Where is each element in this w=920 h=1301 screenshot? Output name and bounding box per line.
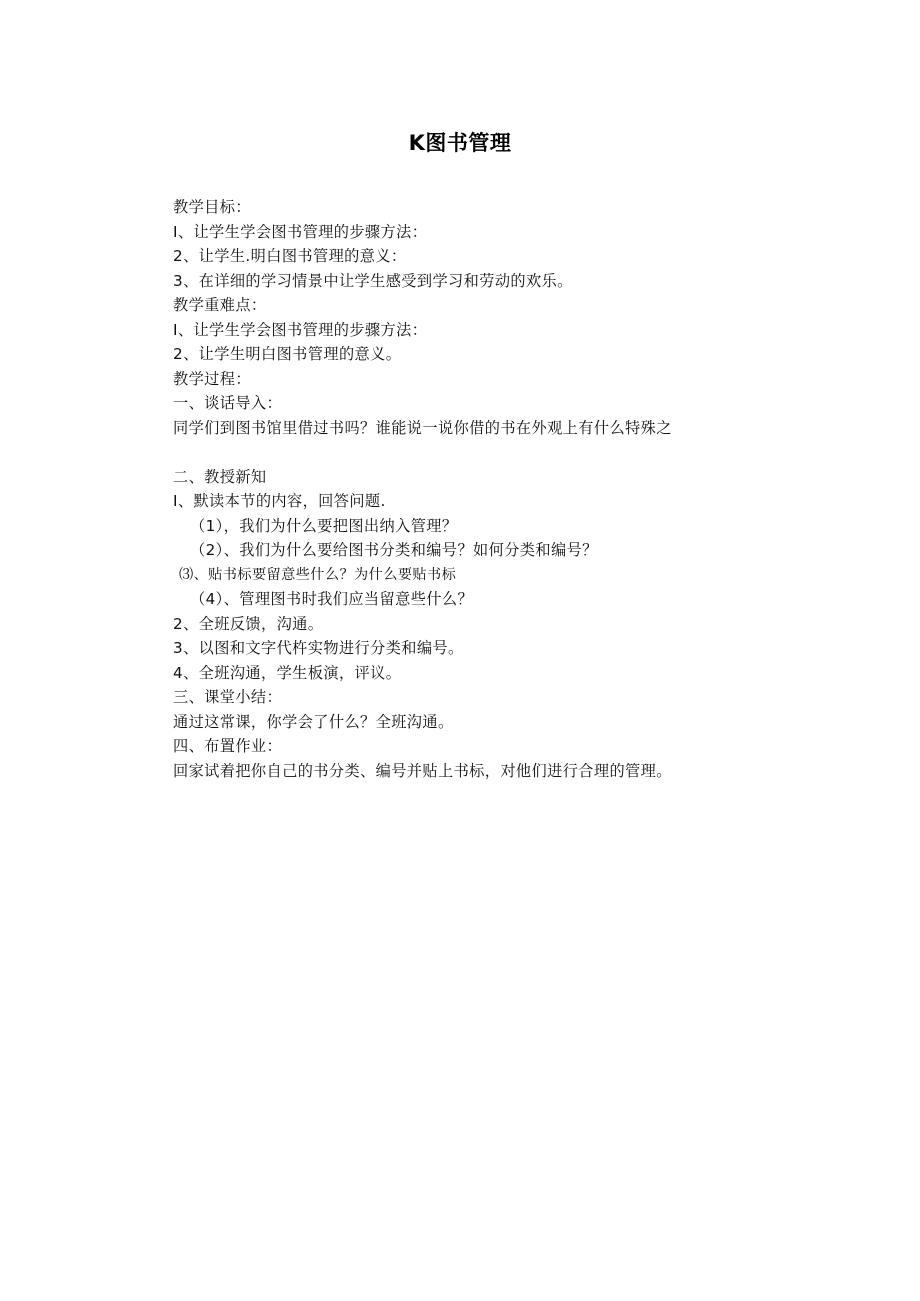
section-heading-process: 教学过程： [173,369,251,388]
homework-paragraph: 回家试着把你自己的书分类、编号并贴上书标，对他们进行合理的管理。 [173,761,672,780]
new-knowledge-item-1: I、默读本节的内容，回答问题. [173,492,386,510]
question-item-3: ⑶、贴书标要留意些什么？为什么要贴书标 [179,566,457,583]
question-item-2: （2）、我们为什么要给图书分类和编号？如何分类和编号？ [190,541,598,559]
objective-item-3: 3、在详细的学习情景中让学生感受到学习和劳动的欢乐。 [173,271,573,290]
key-point-item-2: 2、让学生明白图书管理的意义。 [173,345,402,363]
objective-item-2: 2、让学生.明白图书管理的意义： [173,247,407,265]
question-item-4: （4）、管理图书时我们应当留意些什么？ [190,590,474,608]
document-title: K图书管理 [408,131,512,155]
blank-line [173,440,873,465]
subsection-heading-homework: 四、布置作业： [173,737,283,755]
section-heading-key-points: 教学重难点： [173,296,267,314]
subsection-heading-summary: 三、课堂小结： [173,688,283,706]
new-knowledge-item-4: 4、全班沟通，学生板演，评议。 [173,663,402,682]
intro-paragraph: 同学们到图书馆里借过书吗？谁能说一说你借的书在外观上有什么特殊之 [173,418,672,437]
section-heading-objectives: 教学目标： [173,198,251,216]
document-body [173,195,873,783]
new-knowledge-item-2: 2、全班反馈，沟通。 [173,614,324,633]
summary-paragraph: 通过这常课，你学会了什么？全班沟通。 [173,712,454,731]
new-knowledge-item-3: 3、以图和文字代杵实物进行分类和编号。 [173,639,464,657]
subsection-heading-new-knowledge: 二、教授新知 [173,467,267,486]
subsection-heading-intro: 一、谈话导入： [173,394,283,412]
key-point-item-1: I、让学生学会图书管理的步骤方法： [173,320,428,339]
question-item-1: （1），我们为什么要把图出纳入管理？ [190,516,458,535]
objective-item-1: I、让学生学会图书管理的步骤方法： [173,222,428,241]
